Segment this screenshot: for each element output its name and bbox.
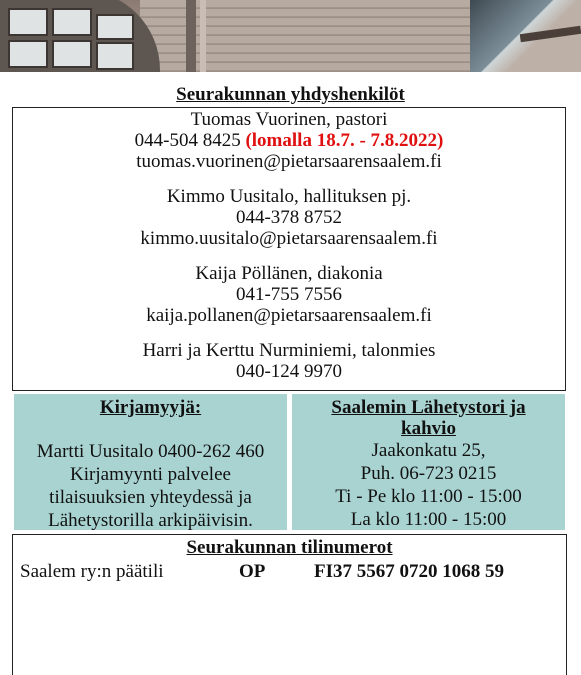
account-name: Saalem ry:n päätili xyxy=(20,561,164,582)
bookseller-line: tilaisuuksien yhteydessä ja xyxy=(49,487,252,508)
shop-hours-saturday: La klo 11:00 - 15:00 xyxy=(350,509,507,530)
accounts-box xyxy=(12,534,567,675)
pillar xyxy=(186,0,196,72)
contact-chair xyxy=(13,186,565,249)
contacts-title: Seurakunnan yhdyshenkilöt xyxy=(176,84,405,105)
bookseller-panel xyxy=(14,394,287,530)
deacon-email[interactable]: kaija.pollanen@pietarsaarensaalem.fi xyxy=(146,305,432,326)
church-window xyxy=(0,0,160,72)
shop-title-line2: kahvio xyxy=(401,418,456,439)
pastor-phone-line xyxy=(13,130,565,151)
caretakers-name: Harri ja Kerttu Nurminiemi, talonmies xyxy=(142,340,436,361)
pastor-email[interactable]: tuomas.vuorinen@pietarsaarensaalem.fi xyxy=(136,151,442,172)
account-iban[interactable]: FI37 5567 0720 1068 59 xyxy=(314,561,504,582)
shop-address: Jaakonkatu 25, xyxy=(371,440,486,461)
pillar-trim xyxy=(200,0,206,72)
bookseller-line: Lähetystorilla arkipäivisin. xyxy=(48,510,253,531)
shop-hours-weekdays: Ti - Pe klo 11:00 - 15:00 xyxy=(335,486,522,507)
bookseller-line: Martti Uusitalo 0400-262 460 xyxy=(36,441,265,462)
chair-phone[interactable]: 044-378 8752 xyxy=(235,207,343,228)
accounts-title: Seurakunnan tilinumerot xyxy=(186,537,393,558)
bookseller-line: Kirjamyynti palvelee xyxy=(70,464,231,485)
vacation-note: (lomalla 18.7. - 7.8.2022) xyxy=(245,130,444,151)
chair-email[interactable]: kimmo.uusitalo@pietarsaarensaalem.fi xyxy=(140,228,438,249)
deacon-phone[interactable]: 041-755 7556 xyxy=(235,284,343,305)
pastor-name: Tuomas Vuorinen, pastori xyxy=(190,109,388,130)
account-bank: OP xyxy=(239,561,266,582)
shop-title-line1: Saalemin Lähetystori ja xyxy=(331,397,526,418)
header-photo xyxy=(0,0,581,72)
contact-deacon xyxy=(13,263,565,326)
chair-name: Kimmo Uusitalo, hallituksen pj. xyxy=(166,186,412,207)
contact-caretakers xyxy=(13,340,565,382)
deacon-name: Kaija Pöllänen, diakonia xyxy=(195,263,383,284)
contact-pastor xyxy=(13,108,565,172)
pastor-phone[interactable]: 044-504 8425 xyxy=(134,130,241,151)
shop-panel xyxy=(292,394,565,530)
caretakers-phone[interactable]: 040-124 9970 xyxy=(235,361,343,382)
contacts-box xyxy=(12,107,566,391)
shop-phone[interactable]: Puh. 06-723 0215 xyxy=(360,463,497,484)
bookseller-title: Kirjamyyjä: xyxy=(99,397,202,418)
